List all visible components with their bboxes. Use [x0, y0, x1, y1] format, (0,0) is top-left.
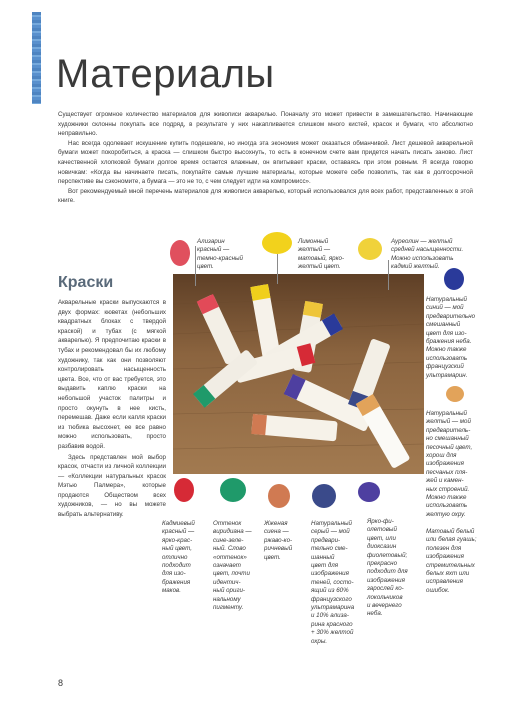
swatch-alizarin	[170, 240, 190, 266]
caption-line: французский	[426, 363, 464, 371]
caption-aureolin	[391, 238, 486, 272]
caption-line: предвари-	[311, 536, 341, 544]
caption-line: изображения	[367, 576, 405, 584]
intro-paragraph-1: Существует огромное количество материалов для живописи акварелью. Поначалу это может привести в замешательство. Начинающие художники склонны покупать все подряд, в результате у них накапливается слишком много кистей, красок и бумаги, что абсолютно неправильно.	[58, 111, 473, 138]
caption-line: ных строений.	[426, 485, 470, 493]
caption-line: теней, состо-	[311, 578, 354, 586]
caption-sienna	[264, 520, 308, 562]
caption-line: ный цвет,	[162, 545, 192, 553]
caption-line: диоксазин	[367, 543, 397, 551]
caption-line: ричневый	[264, 545, 293, 553]
caption-line: желтую охру.	[426, 510, 466, 518]
caption-line: исправления	[426, 578, 463, 586]
caption-line: охры.	[311, 637, 328, 645]
caption-line: изображения	[311, 570, 349, 578]
caption-line: маков.	[162, 587, 181, 595]
caption-lemon	[298, 238, 356, 272]
caption-line: Ализарин	[197, 238, 225, 245]
caption-line: сине-зеле-	[213, 536, 244, 544]
caption-violet	[367, 518, 419, 619]
caption-line: олетовый	[367, 526, 397, 534]
caption-line: цвет.	[197, 263, 214, 271]
caption-line: неба.	[367, 610, 383, 618]
caption-line: белых яхт или	[426, 570, 470, 578]
caption-line: Кадмиевый	[162, 520, 195, 527]
caption-line: Лимонный	[298, 238, 329, 245]
caption-line: песчаных пля-	[426, 468, 468, 476]
caption-line: песочный цвет,	[426, 443, 473, 451]
caption-line: прекрасно	[367, 560, 398, 568]
caption-line: Матовый белый	[426, 528, 475, 535]
caption-line: Натуральный	[311, 520, 352, 527]
intro-text	[58, 110, 473, 206]
caption-line: полезен для	[426, 544, 462, 552]
caption-line: ультрамарин.	[426, 371, 468, 379]
caption-line: серый — мой	[311, 528, 350, 536]
decorative-blue-stripe	[32, 12, 41, 104]
caption-line: сиена —	[264, 528, 289, 536]
caption-line: средней насыщенности.	[391, 246, 464, 254]
swatch-natural-grey	[312, 484, 336, 508]
caption-line: и вечернего	[367, 602, 402, 610]
swatch-lemon	[262, 232, 292, 254]
caption-line: тельно сме-	[311, 545, 348, 553]
caption-line: красный —	[162, 528, 195, 536]
section-title-paints: Краски	[58, 274, 114, 291]
caption-line: матовый, ярко-	[298, 254, 345, 262]
caption-line: фиолетовый;	[367, 551, 408, 559]
caption-line: Оттенок	[213, 520, 242, 527]
paint-tubes-photo	[173, 274, 424, 474]
caption-line: ультрамарина	[311, 604, 355, 612]
caption-line: «оттенок»	[213, 553, 247, 561]
caption-line: цвет.	[264, 553, 281, 561]
caption-line: локольчиков	[367, 593, 403, 601]
caption-line: цвет, или	[367, 534, 396, 542]
swatch-natural-yellow	[446, 386, 464, 402]
caption-line: кадмий желтый.	[391, 263, 440, 271]
caption-line: Можно также	[426, 346, 467, 354]
caption-line: для изо-	[162, 570, 186, 578]
caption-natural-blue	[426, 296, 496, 380]
caption-line: синий — мой	[426, 304, 464, 312]
caption-line: Натуральный	[426, 296, 467, 303]
caption-line: Натуральный	[426, 410, 467, 417]
caption-line: цвет для	[311, 562, 339, 570]
section-body	[58, 298, 166, 520]
caption-line: цвет для изо-	[426, 329, 467, 337]
caption-line: желтый — мой	[426, 418, 471, 426]
caption-line: и 10% ализа-	[311, 612, 349, 620]
caption-line: бражения неба.	[426, 338, 472, 346]
page-title: Материалы	[56, 52, 275, 96]
caption-line: французского	[311, 595, 352, 603]
caption-natural-yellow	[426, 410, 496, 519]
caption-line: Можно использовать	[391, 254, 454, 262]
caption-line: подходит для	[367, 568, 408, 576]
caption-line: темно-красный	[197, 254, 243, 262]
caption-line: использовать	[426, 354, 468, 362]
caption-line: хорош для	[426, 452, 457, 460]
caption-line: + 30% желтой	[311, 629, 354, 637]
caption-line: Можно также	[426, 494, 467, 502]
section-paragraph-2: Здесь представлен мой выбор красок, отчасти из личной коллекции — «Коллекции натуральных красок Мэтью Палмера», которые продаются Обществом всех художников, — но вы можете выбрать альтернативу.	[58, 453, 166, 519]
swatch-violet	[358, 482, 380, 502]
caption-line: использовать	[426, 502, 468, 510]
caption-cadmium	[162, 520, 210, 596]
caption-viridian	[213, 520, 261, 612]
caption-line: стремительных	[426, 561, 475, 569]
caption-line: ржаво-ко-	[264, 536, 293, 544]
caption-line: пигменту.	[213, 604, 244, 612]
caption-line: жей и камен-	[426, 477, 464, 485]
caption-line: цвет, почти	[213, 570, 250, 578]
page-number: 8	[58, 678, 64, 688]
caption-line: рина красного	[311, 620, 353, 628]
caption-line: Жженая	[264, 520, 288, 527]
swatch-viridian	[220, 478, 246, 502]
section-paragraph-1: Акварельные краски выпускаются в двух формах: кюветах (небольших квадратных блоках с твердой краской) и тубах (с мягкой акварелью). Я предпочитаю краски в тубах и рекомендовал бы их любому художнику, так как они позволяют контролировать насыщенность цвета. Все, что от вас требуется, это выдавить каплю краски на небольшой участок палитры и просто окунуть в нее кисть, перемешав. Даже если капля краски из тюбика высохнет, ее все равно можно использовать, просто разбавив водой.	[58, 299, 166, 450]
swatch-cadmium-red	[174, 478, 194, 502]
caption-line: желтый цвет.	[298, 263, 341, 271]
caption-line: подходит	[162, 562, 191, 570]
caption-line: предваритель-	[426, 426, 471, 434]
caption-line: изображения	[426, 460, 464, 468]
leader-line	[195, 246, 196, 286]
caption-line: смешанный	[426, 321, 461, 329]
caption-line: зарослей ко-	[367, 585, 404, 593]
intro-paragraph-2: Нас всегда одолевает искушение купить подешевле, но иногда эта экономия может оказаться обманчивой. Лист дешевой акварельной бумаги может покоробиться, а краска — слишком быстро высохнуть, то есть в конечном счете вам придется начать писать заново. Лист качественной хлопковой бумаги долгое время остается влажным, он впитывает краски, оставаясь при этом ровным. Я всегда говорю новичкам: «Когда вы начинаете писать, покупайте самые лучшие материалы, которые можете себе позволить, так как в долгосрочной перспективе вы сэкономите, а бумага — это не то, с чем следует идти на компромисс».	[58, 139, 473, 186]
caption-alizarin	[197, 238, 259, 272]
caption-line: идентич-	[213, 578, 241, 586]
caption-line: предварительно	[426, 312, 476, 320]
caption-line: виридиана —	[213, 528, 252, 536]
caption-line: шанный	[311, 553, 335, 561]
caption-line: Ауреолин — желтый	[391, 238, 453, 245]
caption-line: ярко-крас-	[162, 536, 193, 544]
leader-line	[388, 260, 389, 290]
caption-line: красный —	[197, 246, 230, 254]
intro-paragraph-3: Вот рекомендуемый мной перечень материалов для живописи акварелью, который использовался для всех работ, представленных в этой книге.	[58, 187, 473, 205]
caption-line: Ярко-фи-	[367, 518, 394, 525]
caption-line: ошибок.	[426, 586, 450, 594]
caption-line: или белая гуашь;	[426, 536, 477, 544]
caption-line: ящий из 60%	[311, 587, 349, 595]
caption-line: но смешанный	[426, 435, 469, 443]
caption-line: бражения	[162, 578, 191, 586]
caption-line: изображения	[426, 553, 464, 561]
caption-natural-grey	[311, 520, 361, 646]
swatch-aureolin	[358, 238, 382, 260]
caption-line: нальному	[213, 595, 241, 603]
caption-white	[426, 528, 496, 595]
swatch-burnt-sienna	[268, 484, 290, 508]
caption-line: ный ориги-	[213, 587, 245, 595]
caption-line: желтый —	[298, 246, 331, 254]
caption-line: ный. Слово	[213, 545, 246, 553]
leader-line	[277, 254, 278, 284]
caption-line: отлично	[162, 553, 188, 561]
caption-line: означает	[213, 562, 241, 570]
